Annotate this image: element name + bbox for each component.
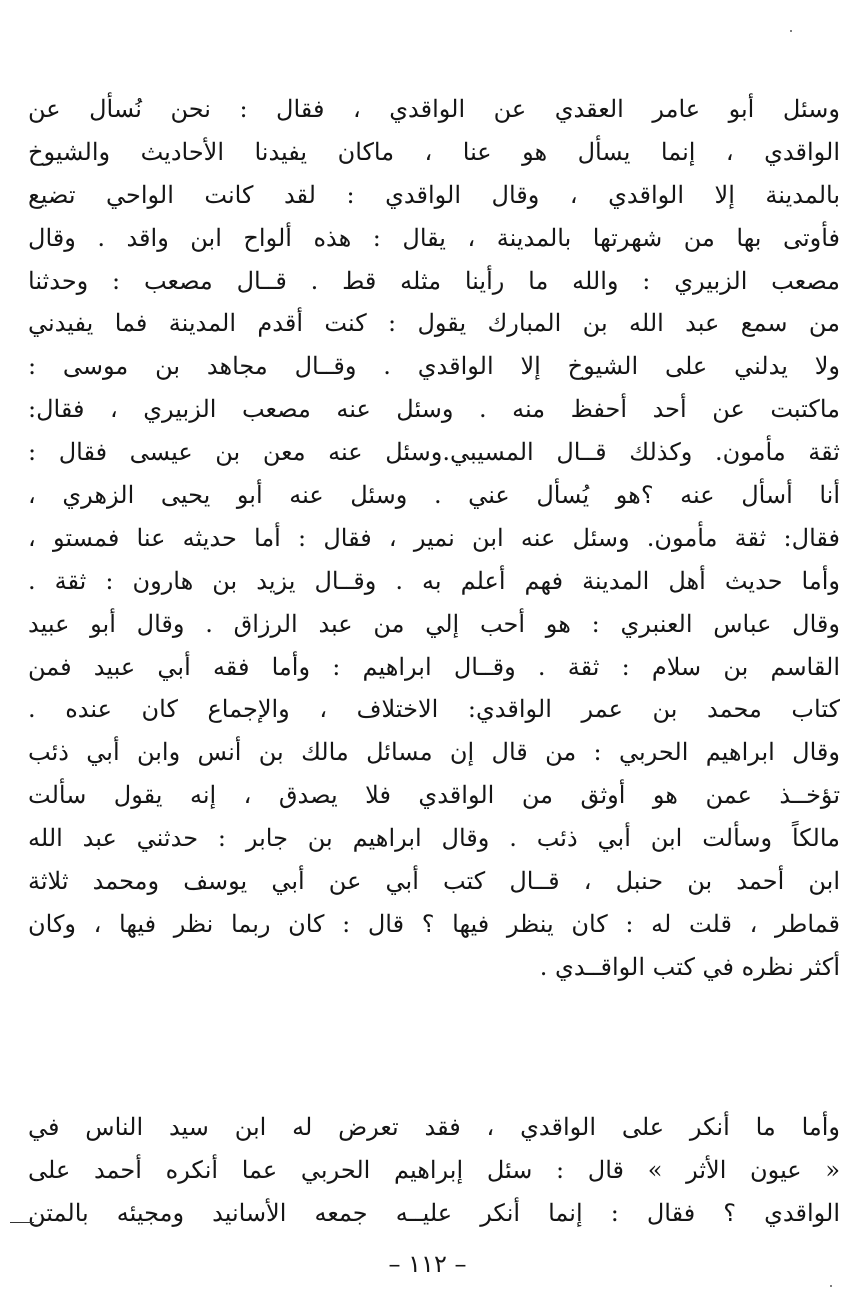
text-line: وسئل أبو عامر العقدي عن الواقدي ، فقال : نحن نُسأل عن [28,95,840,123]
text-line: قماطر ، قلت له : كان ينظر فيها ؟ قال : كان ربما نظر فيها ، وكان [28,909,840,938]
text-line: فأوتى بها من شهرتها بالمدينة ، يقال : هذه ألواح ابن واقد . وقال [28,223,840,252]
text-line: وقال ابراهيم الحربي : من قال إن مسائل مالك بن أنس وابن أبي ذئب [28,738,840,767]
footnote-rule [10,1222,34,1223]
page-number: – ١١٢ – [388,1250,467,1278]
text-line: ثقة مأمون. وكذلك قــال المسيبي.وسئل عنه معن بن عيسى فقال : [28,438,840,467]
text-line: وأما ما أنكر على الواقدي ، فقد تعرض له ابن سيد الناس في [28,1113,840,1141]
scan-speck [830,1285,832,1287]
text-line: تؤخــذ عمن هو أوثق من الواقدي فلا يصدق ، إنه يقول سألت [28,781,840,810]
paragraph-1 [28,88,840,989]
text-line: وأما حديث أهل المدينة فهم أعلم به . وقــال يزيد بن هارون : ثقة . [28,566,840,595]
text-line: كتاب محمد بن عمر الواقدي: الاختلاف ، والإجماع كان عنده . [28,695,840,724]
text-line: « عيون الأثر » قال : سئل إبراهيم الحربي عما أنكره أحمد على [28,1155,840,1184]
scan-speck [790,30,792,32]
text-line: من سمع عبد الله بن المبارك يقول : كنت أقدم المدينة فما يفيدني [28,309,840,338]
text-line: مالكاً وسألت ابن أبي ذئب . وقال ابراهيم بن جابر : حدثني عبد الله [28,824,840,853]
text-line: الواقدي ، إنما يسأل هو عنا ، ماكان يفيدنا الأحاديث والشيوخ [28,137,840,166]
text-line: القاسم بن سلام : ثقة . وقــال ابراهيم : وأما فقه أبي عبيد فمن [28,652,840,681]
text-line: الواقدي ؟ فقال : إنما أنكر عليــه جمعه الأسانيد ومجيئه بالمتن [28,1198,840,1227]
text-line: ولا يدلني على الشيوخ إلا الواقدي . وقــال مجاهد بن موسى : [28,352,840,381]
text-line: بالمدينة إلا الواقدي ، وقال الواقدي : لقد كانت الواحي تضيع [28,180,840,209]
text-line: ماكتبت عن أحد أحفظ منه . وسئل عنه مصعب الزبيري ، فقال: [28,395,840,424]
text-line: ابن أحمد بن حنبل ، قــال كتب أبي عن أبي يوسف ومحمد ثلاثة [28,867,840,896]
text-line: أنا أسأل عنه ؟هو يُسأل عني . وسئل عنه أبو يحيى الزهري ، [28,481,840,510]
paragraph-2 [28,1106,840,1235]
text-line: مصعب الزبيري : والله ما رأينا مثله قط . قــال مصعب : وحدثنا [28,266,840,295]
text-line: فقال: ثقة مأمون. وسئل عنه ابن نمير ، فقال : أما حديثه عنا فمستو ، [28,523,840,552]
text-line: وقال عباس العنبري : هو أحب إلي من عبد الرزاق . وقال أبو عبيد [28,609,840,638]
text-line: أكثر نظره في كتب الواقــدي . [539,952,840,981]
